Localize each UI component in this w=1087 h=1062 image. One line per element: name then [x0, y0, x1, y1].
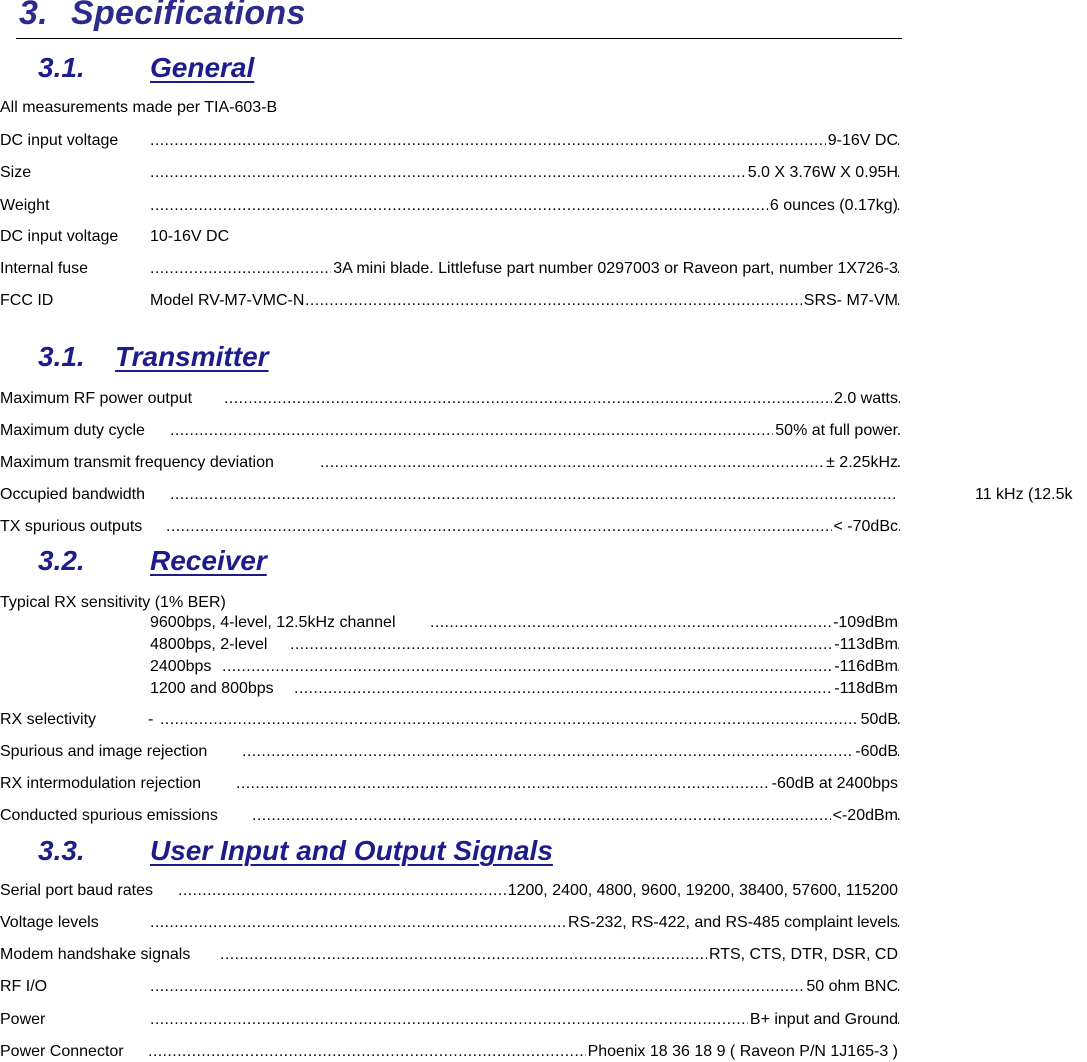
subsection-heading-receiver: [38, 545, 438, 579]
spec-value: < -70dBc: [833, 518, 898, 535]
leader-dots: [290, 635, 900, 655]
spec-value: 50 ohm BNC: [806, 978, 898, 995]
spec-value: -116dBm: [834, 658, 898, 675]
spec-row: [0, 881, 900, 901]
section-number: 3.: [19, 0, 48, 32]
spec-value: SRS- M7-VM: [803, 292, 898, 309]
spec-value: -109dBm: [833, 614, 898, 631]
spec-label: RX intermodulation rejection: [0, 775, 201, 792]
spec-row: [0, 977, 900, 997]
spec-value: -118dBm: [834, 680, 898, 697]
spec-label: Size: [0, 164, 32, 181]
spec-label: Weight: [0, 197, 50, 214]
sensitivity-row: [150, 679, 900, 699]
spec-value: B+ input and Ground: [749, 1011, 898, 1028]
spec-value: 50dB: [860, 711, 898, 728]
spec-label: Internal fuse: [0, 260, 89, 277]
spec-value: RTS, CTS, DTR, DSR, CD: [708, 946, 898, 963]
spec-value: 50% at full power: [775, 422, 898, 439]
spec-row: [0, 742, 900, 762]
spec-row: [0, 163, 900, 183]
spec-label: Maximum transmit frequency deviation: [0, 454, 274, 471]
spec-label: RX selectivity: [0, 711, 97, 728]
leader-dots: [224, 389, 900, 409]
spec-label: DC input voltage: [0, 228, 119, 245]
spec-label: Serial port baud rates: [0, 882, 153, 899]
spec-label: Occupied bandwidth: [0, 486, 145, 503]
spec-row: [0, 196, 900, 216]
spec-label: 9600bps, 4-level, 12.5kHz channel: [150, 614, 396, 631]
section-title: Specifications: [71, 0, 306, 32]
leader-dots: [160, 710, 900, 730]
spec-row: [0, 259, 900, 279]
spec-row: [0, 227, 900, 247]
spec-row: [0, 389, 900, 409]
subsection-heading-transmitter: [38, 341, 438, 375]
subsection-number: 3.1.: [38, 341, 85, 372]
spec-row: [0, 131, 900, 151]
subsection-number: 3.3.: [38, 835, 85, 866]
spec-row: [0, 1010, 900, 1030]
subsection-heading-signals: [38, 835, 738, 869]
spec-label: Conducted spurious emissions: [0, 807, 218, 824]
spec-value: -60dB: [855, 743, 898, 760]
model-number: Model RV-M7-VMC-N: [150, 292, 305, 309]
spec-label: 1200 and 800bps: [150, 680, 274, 697]
spec-row: [0, 421, 900, 441]
spec-row: [0, 1042, 900, 1062]
sensitivity-label: Typical RX sensitivity (1% BER): [0, 594, 226, 611]
sensitivity-row: [150, 635, 900, 655]
spec-label: DC input voltage: [0, 132, 119, 149]
spec-label: Maximum duty cycle: [0, 422, 145, 439]
spec-value: 2.0 watts: [833, 390, 898, 407]
subsection-number: 3.2.: [38, 545, 85, 576]
spec-value: Phoenix 18 36 18 9 ( Raveon P/N 1J165-3 ): [587, 1043, 898, 1060]
spec-label: Voltage levels: [0, 914, 99, 931]
measurement-note: All measurements made per TIA-603-B: [0, 99, 278, 116]
spec-label: Modem handshake signals: [0, 946, 191, 963]
spec-label: TX spurious outputs: [0, 518, 143, 535]
spec-value: RS-232, RS-422, and RS-485 complaint levels: [568, 914, 898, 931]
spec-value: 9-16V DC: [827, 132, 898, 149]
spec-prefix: -: [148, 711, 154, 728]
spec-value: -60dB at 2400bps: [771, 775, 898, 792]
spec-row: [0, 806, 900, 826]
spec-value: 3A mini blade. Littlefuse part number 0297003 or Raveon part, number 1X726-3: [333, 260, 898, 277]
spec-label: FCC ID: [0, 292, 54, 309]
spec-value: <-20dBm: [832, 807, 898, 824]
sensitivity-row: [150, 613, 900, 633]
subsection-title: Receiver: [150, 545, 267, 576]
spec-label: Maximum RF power output: [0, 390, 193, 407]
spec-label: Power Connector: [0, 1043, 124, 1060]
spec-value: 10-16V DC: [150, 228, 230, 245]
spec-row: [0, 453, 900, 473]
leader-dots: [252, 806, 900, 826]
spec-value: 1200, 2400, 4800, 9600, 19200, 38400, 57600, 115200: [507, 882, 898, 899]
leader-dots: [150, 131, 900, 151]
spec-row: [0, 945, 900, 965]
sensitivity-row: [150, 657, 900, 677]
spec-value: ± 2.25kHz: [826, 454, 898, 471]
spec-row: [0, 710, 900, 730]
spec-label: Spurious and image rejection: [0, 743, 208, 760]
spec-row: [0, 774, 900, 794]
leader-dots: [150, 977, 900, 997]
leader-dots: [242, 742, 900, 762]
spec-value: 11 kHz (12.5k: [975, 486, 1073, 503]
spec-label: RF I/O: [0, 978, 48, 995]
subsection-title: General: [150, 52, 255, 83]
spec-value: -113dBm: [834, 636, 898, 653]
spec-value: 6 ounces (0.17kg): [769, 197, 898, 214]
spec-row: [0, 291, 900, 311]
section-heading: [19, 0, 306, 33]
leader-dots: [430, 613, 900, 633]
leader-dots: [222, 657, 900, 677]
spec-label: 4800bps, 2-level: [150, 636, 268, 653]
leader-dots: [170, 485, 896, 505]
spec-label: Power: [0, 1011, 46, 1028]
subsection-title: User Input and Output Signals: [150, 835, 553, 866]
heading-rule: [16, 38, 902, 39]
spec-row: [0, 485, 1087, 505]
subsection-heading-general: [38, 52, 438, 86]
spec-row: [0, 517, 900, 537]
spec-label: 2400bps: [150, 658, 212, 675]
spec-value: 5.0 X 3.76W X 0.95H: [747, 164, 898, 181]
leader-dots: [294, 679, 900, 699]
subsection-title: Transmitter: [115, 341, 269, 372]
leader-dots: [320, 453, 900, 473]
spec-row: [0, 913, 900, 933]
subsection-number: 3.1.: [38, 52, 85, 83]
leader-dots: [166, 517, 900, 537]
